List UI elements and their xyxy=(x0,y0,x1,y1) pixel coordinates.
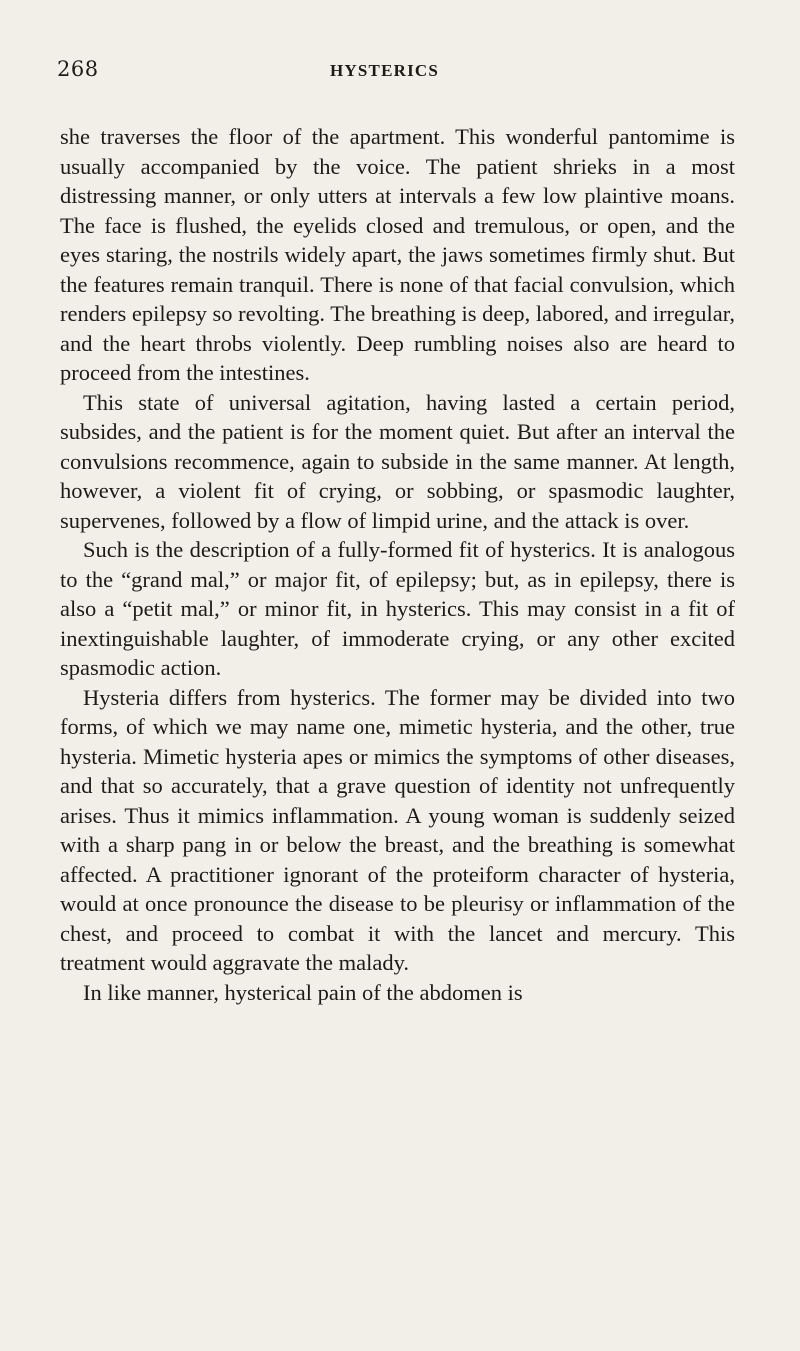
page-header xyxy=(0,55,800,95)
running-head: HYSTERICS xyxy=(330,61,440,80)
page-number: 268 xyxy=(57,57,99,81)
body-text xyxy=(60,122,735,1007)
paragraph-description: Such is the description of a fully-formed fit of hysterics. It is analogous to the “grand mal,” or major fit, of epilepsy; but, as in epilepsy, there is also a “petit mal,” or minor fit, in hysterics. This may consist in a fit of inextinguishable laughter, of immoderate crying, or any other excited spasmodic action. xyxy=(60,537,735,680)
paragraph-hysteria: Hysteria differs from hysterics. The former may be divided into two forms, of which we may name one, mimetic hysteria, and the other, true hysteria. Mimetic hysteria apes or mimics the symptoms of other diseases, and that so accurately, that a grave question of identity not unfrequently arises. Thus it mimics inflammation. A young woman is suddenly seized with a sharp pang in or below the breast, and the breathing is somewhat affected. A practitioner ignorant of the proteiform character of hysteria, would at once pronounce the disease to be pleurisy or inflammation of the chest, and proceed to combat it with the lancet and mercury. This treatment would aggravate the malady. xyxy=(60,684,735,975)
paragraph-final-line: In like manner, hysterical pain of the abdomen is xyxy=(83,979,523,1005)
paragraph-continuation: she traverses the floor of the apartment. This wonderful pantomime is usually accompanied by the voice. The patient shrieks in a most distressing manner, or only utters at intervals a few low plaintive moans. The face is flushed, the eyelids closed and tremulous, or open, and the eyes staring, the nostrils widely apart, the jaws sometimes firmly shut. But the features remain tranquil. There is none of that facial convulsion, which renders epilepsy so revolting. The breathing is deep, labored, and irregular, and the heart throbs violently. Deep rumbling noises also are heard to proceed from the intestines. xyxy=(60,124,735,385)
paragraph-agitation: This state of universal agitation, having lasted a certain period, subsides, and the patient is for the moment quiet. But after an interval the convulsions recommence, again to subside in the same manner. At length, however, a violent fit of crying, or sobbing, or spasmodic laughter, supervenes, followed by a flow of limpid urine, and the attack is over. xyxy=(60,389,735,533)
